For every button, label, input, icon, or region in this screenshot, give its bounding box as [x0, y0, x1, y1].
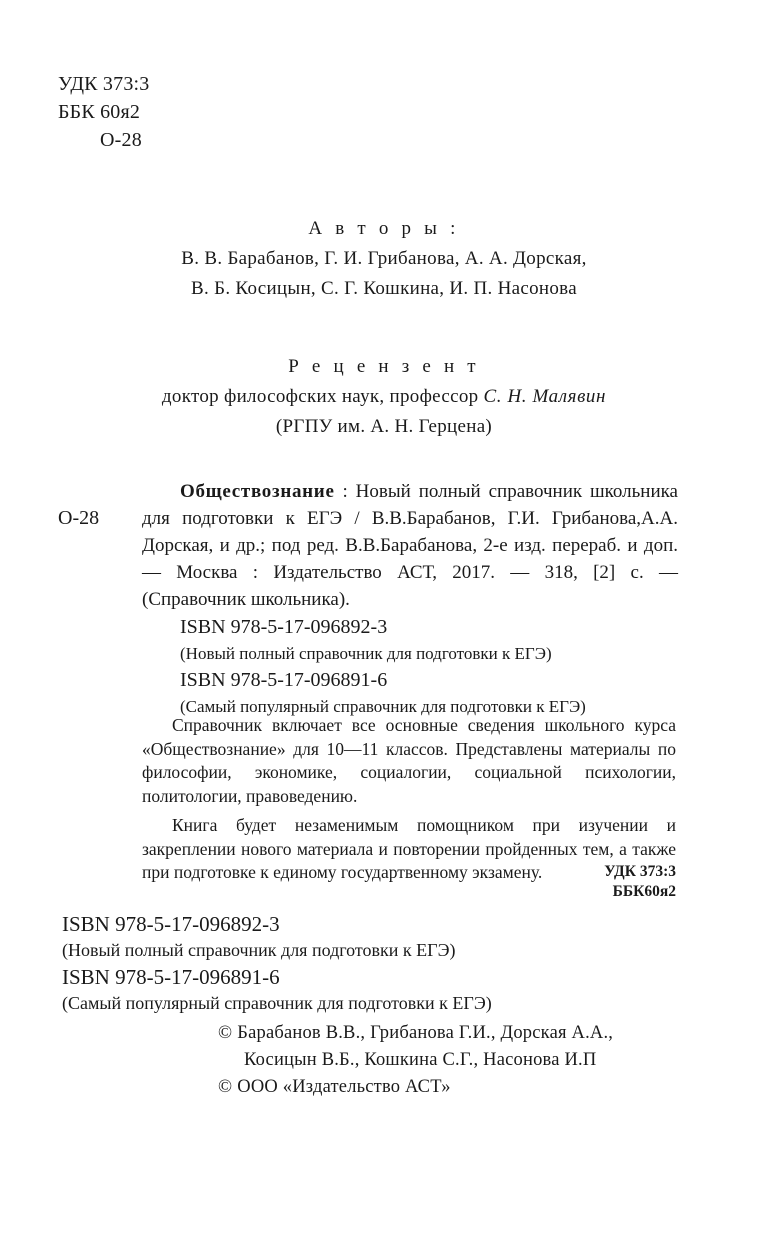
isbn-block [62, 910, 492, 1016]
cip-shelf-mark: О-28 [58, 507, 100, 529]
annotation-paragraph-2: Книга будет незаменимым помощником при изучении и закреплении нового материала и повторении пройденных тем, а также при подготовке к единому государтвенному экзамену. [142, 815, 676, 882]
udk-code-bottom: УДК 373:3 [604, 863, 676, 880]
cip-title: Обществознание [180, 481, 335, 502]
reviewer-group [0, 352, 768, 442]
annotation-block [142, 714, 676, 885]
annotation-paragraph-1: Справочник включает все основные сведения школьного курса «Обществознание» для 10—11 классов. Представлены материалы по философии, экономике, социалогии, социальной психологии, политологии, правоведению. [142, 715, 676, 806]
copyright-publisher: ООО «Издательство АСТ» [237, 1077, 451, 1097]
isbn-2: ISBN 978-5-17-096891-6 [62, 965, 280, 989]
cip-body [142, 478, 678, 613]
cip-isbn-1: ISBN 978-5-17-096892-3 [180, 616, 388, 638]
cip-isbn-group [142, 613, 702, 719]
copyright-icon-publisher: © [218, 1077, 233, 1097]
author-mark-top: О-28 [100, 129, 142, 151]
bbk-code-top: ББК 60я2 [58, 101, 141, 123]
reviewer-degree: доктор философских наук, профессор [161, 386, 484, 407]
isbn-1-series: (Новый полный справочник для подготовки к ЕГЭ) [62, 940, 456, 960]
cip-entry-text: : Новый полный справочник школьника для подготовки к ЕГЭ / В.В.Барабанов, Г.И. Грибанова,А.А. Дорская, и др.; под ред. В.В.Барабанова, 2-е изд. перераб. и доп. — Москва : Издательство АСТ, 2017. — 318, [2] с. — (Справочник школьника). [142, 481, 678, 610]
cip-entry [142, 478, 678, 613]
isbn-2-series: (Самый популярный справочник для подготовки к ЕГЭ) [62, 993, 492, 1013]
classification-codes-top [58, 70, 149, 154]
reviewer-affiliation: (РГПУ им. А. Н. Герцена) [275, 416, 493, 437]
bbk-code-bottom: ББК60я2 [612, 883, 676, 900]
cip-isbn-2: ISBN 978-5-17-096891-6 [180, 669, 388, 691]
authors-group [0, 214, 768, 304]
authors-heading: А в т о р ы : [308, 218, 460, 239]
authors-line-2: В. Б. Косицын, С. Г. Кошкина, И. П. Насонова [191, 278, 577, 299]
reviewer-name: С. Н. Малявин [483, 386, 607, 407]
udk-code-top: УДК 373:3 [58, 73, 150, 95]
classification-codes-bottom [604, 862, 676, 902]
copyright-icon: © [218, 1023, 233, 1043]
isbn-1: ISBN 978-5-17-096892-3 [62, 912, 280, 936]
copyright-block [218, 1020, 613, 1101]
copyright-publisher-line [218, 1074, 613, 1101]
reviewer-line [0, 382, 768, 412]
reviewer-heading: Р е ц е н з е н т [288, 356, 480, 377]
cip-isbn-1-series: (Новый полный справочник для подготовки к ЕГЭ) [180, 644, 552, 663]
copyright-authors-line-1 [218, 1020, 613, 1047]
credits-block [0, 214, 768, 442]
cip-isbn-2-series: (Самый популярный справочник для подготовки к ЕГЭ) [180, 697, 586, 716]
cip-record [58, 478, 678, 719]
copyright-authors-1: Барабанов В.В., Грибанова Г.И., Дорская А.А., [237, 1023, 614, 1043]
copyright-authors-line-2: Косицын В.Б., Кошкина С.Г., Насонова И.П [244, 1050, 597, 1070]
authors-line-1: В. В. Барабанов, Г. И. Грибанова, А. А. Дорская, [181, 248, 587, 269]
